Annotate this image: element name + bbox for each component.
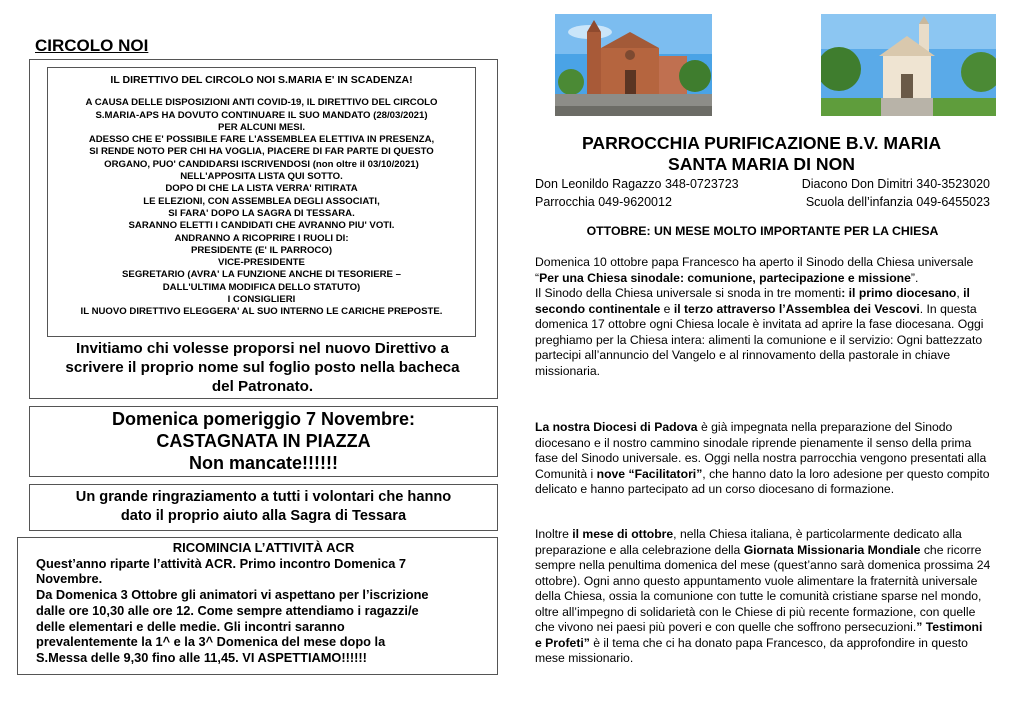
p3-mission-day: Giornata Missionaria Mondiale bbox=[743, 542, 921, 557]
article-title: OTTOBRE: UN MESE MOLTO IMPORTANTE PER LA CHIESA bbox=[586, 224, 939, 238]
church-photo bbox=[555, 14, 712, 116]
p3-text: , nella Chiesa italiana, è particolarmente dedicato alla preparazione e alla celebrazione della bbox=[535, 527, 962, 557]
p3-rest: è il tema che ci ha donato papa Francesco, da approfondire in questo mese missionario. bbox=[535, 635, 968, 665]
p1-quote-end: ”. bbox=[910, 270, 919, 285]
parish-name: PARROCCHIA PURIFICAZIONE B.V. MARIA bbox=[581, 133, 942, 153]
p1-second-phase: il secondo continentale bbox=[535, 286, 970, 316]
acr-title: RICOMINCIA L’ATTIVITÀ ACR bbox=[172, 540, 355, 555]
p2-diocese: La nostra Diocesi di Padova bbox=[535, 420, 698, 434]
p1-synod-text: Il Sinodo della Chiesa universale si snoda in tre momenti bbox=[535, 286, 842, 300]
acr-text: Quest’anno riparte l’attività ACR. Primo incontro Domenica 7 Novembre. Da Domenica 3 Ottobre gli animatori vi aspettano per l’iscrizione dalle ore 10,30 alle ore 12. Come sempre attendiamo i ragazzi/e delle elementari e delle medie. Gli incontri saranno prevalentemente la 1^ e la 3^ Domenica del mese dopo la S.Messa delle 9,30 fino alle 11,45. VI ASPETTIAMO!!!!!! bbox=[36, 555, 429, 665]
p3-theme: ” Testimoni e Profeti” bbox=[535, 620, 983, 650]
parish-place: SANTA MARIA DI NON bbox=[667, 154, 855, 174]
notice-body: A CAUSA DELLE DISPOSIZIONI ANTI COVID-19, IL DIRETTIVO DEL CIRCOLO S.MARIA-APS HA DOVUTO CONTINUARE IL SUO MANDATO (28/03/2021) PER ALCUNI MESI. ADESSO CHE E' POSSIBILE FARE L'ASSEMBLEA ELETTIVA IN PRESENZA, SI RENDE NOTO PER CHI HA VOGLIA, PIACERE DI FAR PARTE DI QUESTO ORGANO, PUO' CANDIDARSI ISCRIVENDOSI (non oltre il 03/10/2021) NELL'APPOSITA LISTA QUI SOTTO. DOPO DI CHE LA LISTA VERRA' RITIRATA LE ELEZIONI, CON ASSEMBLEA DEGLI ASSOCIATI, SI FARA' DOPO LA SAGRA DI TESSARA. SARANNO ELETTI I CANDIDATI CHE AVRANNO PIU' VOTI. ANDRANNO A RICOPRIRE I RUOLI DI: PRESIDENTE (E' IL PARROCO) VICE-PRESIDENTE SEGRETARIO (AVRA' LA FUNZIONE ANCHE DI TESORIERE – DALL'ULTIMA MODIFICA DELLO STATUTO) I CONSIGLIERI IL NUOVO DIRETTIVO ELEGGERA' AL SUO INTERNO LE CARICHE PREPOSTE. bbox=[80, 97, 443, 318]
p3-october: il mese di ottobre bbox=[572, 527, 674, 541]
p3-start: Inoltre bbox=[535, 527, 573, 541]
parish-phone: Parrocchia 049-9620012 bbox=[535, 195, 672, 209]
contact-row-2 bbox=[535, 195, 990, 209]
acr-box bbox=[17, 537, 498, 675]
contact-row-1 bbox=[535, 177, 990, 191]
notice-title: IL DIRETTIVO DEL CIRCOLO NOI S.MARIA E' IN SCADENZA! bbox=[110, 74, 413, 86]
p1-comma: , bbox=[956, 286, 964, 300]
p3-body: che ricorre sempre nella penultima domenica del mese (quest’anno sarà domenica prossima 24 ottobre). Ogni anno questo appuntamento vuole alimentare la fraternità universale della Chiesa, ossia la comunione con tutte le comunità cristiane sparse nel mondo, oltre all’impegno di solidarietà con le Chiese di più recente formazione, con quelle che vivono nei paesi più poveri e con quelle che soffrono persecuzioni. bbox=[535, 542, 991, 634]
thanks-box: Un grande ringraziamento a tutti i volontari che hanno dato il proprio aiuto alla Sagra di Tessara bbox=[29, 484, 498, 531]
p1-and: e bbox=[660, 301, 674, 316]
p1-first-phase: : il primo diocesano bbox=[841, 286, 957, 300]
invite-text: Invitiamo chi volesse proporsi nel nuovo Direttivo a scrivere il proprio nome sul foglio posto nella bacheca del Patronato. bbox=[65, 340, 460, 395]
article-paragraph-3 bbox=[535, 527, 991, 667]
castagnata-box: Domenica pomeriggio 7 Novembre: CASTAGNATA IN PIAZZA Non mancate!!!!!! bbox=[29, 406, 498, 477]
circolo-noi-heading: CIRCOLO NOI bbox=[35, 36, 149, 55]
synod-motto: Per una Chiesa sinodale: comunione, partecipazione e missione bbox=[539, 270, 911, 285]
p2-facilitators: nove “Facilitatori” bbox=[596, 466, 703, 481]
article-paragraph-1 bbox=[535, 255, 991, 379]
direttivo-notice bbox=[47, 67, 476, 337]
p1-third-phase: il terzo attraverso l’Assemblea dei Vescovi bbox=[673, 301, 920, 316]
deacon-contact: Diacono Don Dimitri 340-3523020 bbox=[801, 177, 990, 191]
priest-contact: Don Leonildo Ragazzo 348-0723723 bbox=[535, 177, 739, 191]
article-paragraph-2 bbox=[535, 420, 991, 498]
chapel-photo bbox=[821, 14, 996, 116]
p2-rest: , che hanno dato la loro adesione per questo compito delicato e hanno partecipato ad un corso diocesano di formazione. bbox=[535, 466, 990, 496]
p1-text: Domenica 10 ottobre papa Francesco ha aperto il Sinodo della Chiesa universale “ bbox=[535, 255, 974, 285]
parish-title bbox=[540, 133, 983, 175]
p2-text: è già impegnata nella preparazione del Sinodo diocesano e il nostro cammino sinodale riprende pienamente il senso della prima fase del Sinodo universale. es. Oggi nella nostra parrocchia vengono presentati alla Comunità i bbox=[535, 420, 987, 481]
p1-rest: . In questa domenica 17 ottobre ogni Chiesa locale è invitata ad aprire la fase diocesana. Oggi preghiamo per la Chiesa intera: alimenti la comunione e il servizio: Ogni battezzato partecipi all’annuncio del Vangelo e al rinnovamento della pastorale in chiave missionaria. bbox=[535, 301, 984, 378]
school-phone: Scuola dell’infanzia 049-6455023 bbox=[805, 195, 990, 209]
